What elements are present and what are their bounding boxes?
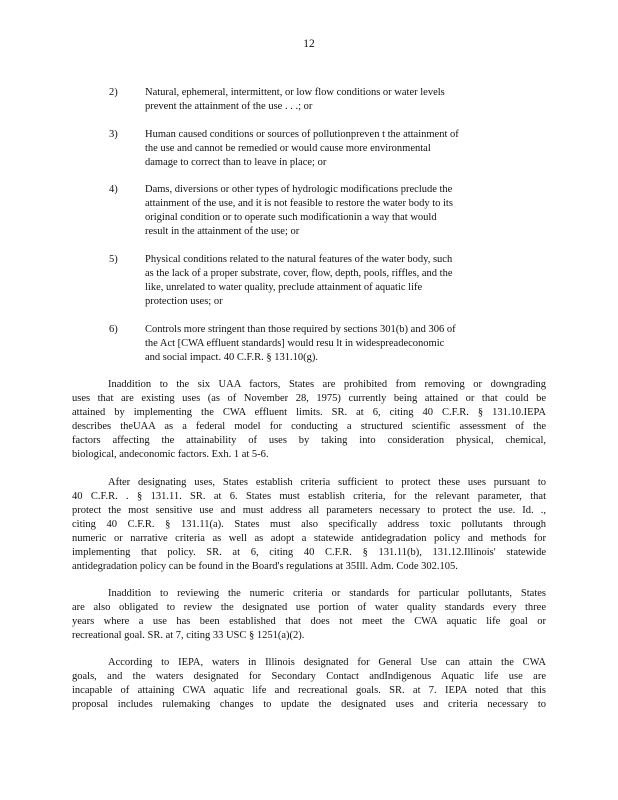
text-line: According to IEPA, waters in Illinois designated for General Use can attain the CWA	[108, 657, 546, 668]
text-line: years where a use has been established that does not meet the CWA aquatic life goal or	[72, 616, 546, 627]
text-line: numeric or narrative criteria as well as adopt a statewide antidegradation policy and methods for	[72, 533, 546, 544]
text-line: factors affecting the attainability of uses by taking into consideration physical, chemical,	[72, 435, 546, 446]
text-line: implementing that policy. SR. at 6, citing 40 C.F.R. § 131.11(b), 131.12.Illinois' statewide	[72, 547, 546, 558]
body-paragraph	[72, 587, 546, 643]
text-line: protection uses; or	[145, 296, 223, 307]
list-item-text	[145, 183, 517, 239]
text-line: Controls more stringent than those required by sections 301(b) and 306 of	[145, 324, 456, 335]
body-paragraph	[72, 476, 546, 574]
text-line: antidegradation policy can be found in the Board's regulations at 35Ill. Adm. Code 302.105.	[72, 561, 458, 572]
text-line: Inaddition to the six UAA factors, States are prohibited from removing or downgrading	[108, 379, 546, 390]
page-number: 12	[303, 38, 315, 50]
text-line: attained by implementing the CWA effluent limits. SR. at 6, citing 40 C.F.R. § 131.10.IEPA	[72, 407, 546, 418]
text-line: are also obligated to review the designated use portion of water quality standards every three	[72, 602, 546, 613]
text-line: Physical conditions related to the natural features of the water body, such	[145, 254, 453, 265]
text-line: original condition or to operate such modificationin a way that would	[145, 212, 437, 223]
text-line: uses that are existing uses (as of November 28, 1975) currently being attained or that could be	[72, 393, 546, 404]
body-paragraph	[72, 656, 546, 712]
list-item-number: 2)	[109, 87, 118, 98]
text-line: prevent the attainment of the use . . .; or	[145, 101, 313, 112]
list-item-number: 4)	[109, 184, 118, 195]
text-line: 40 C.F.R. . § 131.11. SR. at 6. States must establish criteria, for the relevant parameter, that	[72, 491, 546, 502]
text-line: attainment of the use, and it is not feasible to restore the water body to its	[145, 198, 453, 209]
list-item-number: 6)	[109, 324, 118, 335]
text-line: After designating uses, States establish criteria sufficient to protect these uses pursuant to	[108, 477, 546, 488]
text-line: describes theUAA as a federal model for conducting a structured scientific assessment of the	[72, 421, 546, 432]
text-line: result in the attainment of the use; or	[145, 226, 300, 237]
text-line: Inaddition to reviewing the numeric criteria or standards for particular pollutants, States	[108, 588, 546, 599]
list-item-text	[145, 323, 517, 365]
text-line: Natural, ephemeral, intermittent, or low flow conditions or water levels	[145, 87, 445, 98]
text-line: Dams, diversions or other types of hydrologic modifications preclude the	[145, 184, 453, 195]
list-item-text	[145, 253, 517, 309]
text-line: recreational goal. SR. at 7, citing 33 USC § 1251(a)(2).	[72, 630, 305, 641]
list-item-text	[145, 86, 517, 114]
text-line: goals, and the waters designated for Secondary Contact andIndigenous Aquatic life use are	[72, 671, 546, 682]
text-line: incapable of attaining CWA aquatic life and recreational goals. SR. at 7. IEPA noted that this	[72, 685, 546, 696]
text-line: the Act [CWA effluent standards] would resu lt in widespreadeconomic	[145, 338, 445, 349]
text-line: and social impact. 40 C.F.R. § 131.10(g).	[145, 352, 318, 363]
text-line: biological, andeconomic factors. Exh. 1 at 5-6.	[72, 449, 269, 460]
text-line: like, unrelated to water quality, preclude attainment of aquatic life	[145, 282, 423, 293]
text-line: as the lack of a proper substrate, cover, flow, depth, pools, riffles, and the	[145, 268, 453, 279]
text-line: citing 40 C.F.R. § 131.11(a). States must also specifically address toxic pollutants through	[72, 519, 546, 530]
text-line: the use and cannot be remedied or would cause more environmental	[145, 143, 431, 154]
text-line: protect the most sensitive use and must address all parameters necessary to protect the use. Id. .,	[72, 505, 546, 516]
list-item-number: 5)	[109, 254, 118, 265]
list-item-number: 3)	[109, 129, 118, 140]
text-line: Human caused conditions or sources of pollutionpreven t the attainment of	[145, 129, 459, 140]
list-item-text	[145, 128, 517, 170]
body-paragraph	[72, 378, 546, 462]
text-line: damage to correct than to leave in place; or	[145, 157, 327, 168]
text-line: proposal includes rulemaking changes to update the designated uses and criteria necessary to	[72, 699, 546, 710]
